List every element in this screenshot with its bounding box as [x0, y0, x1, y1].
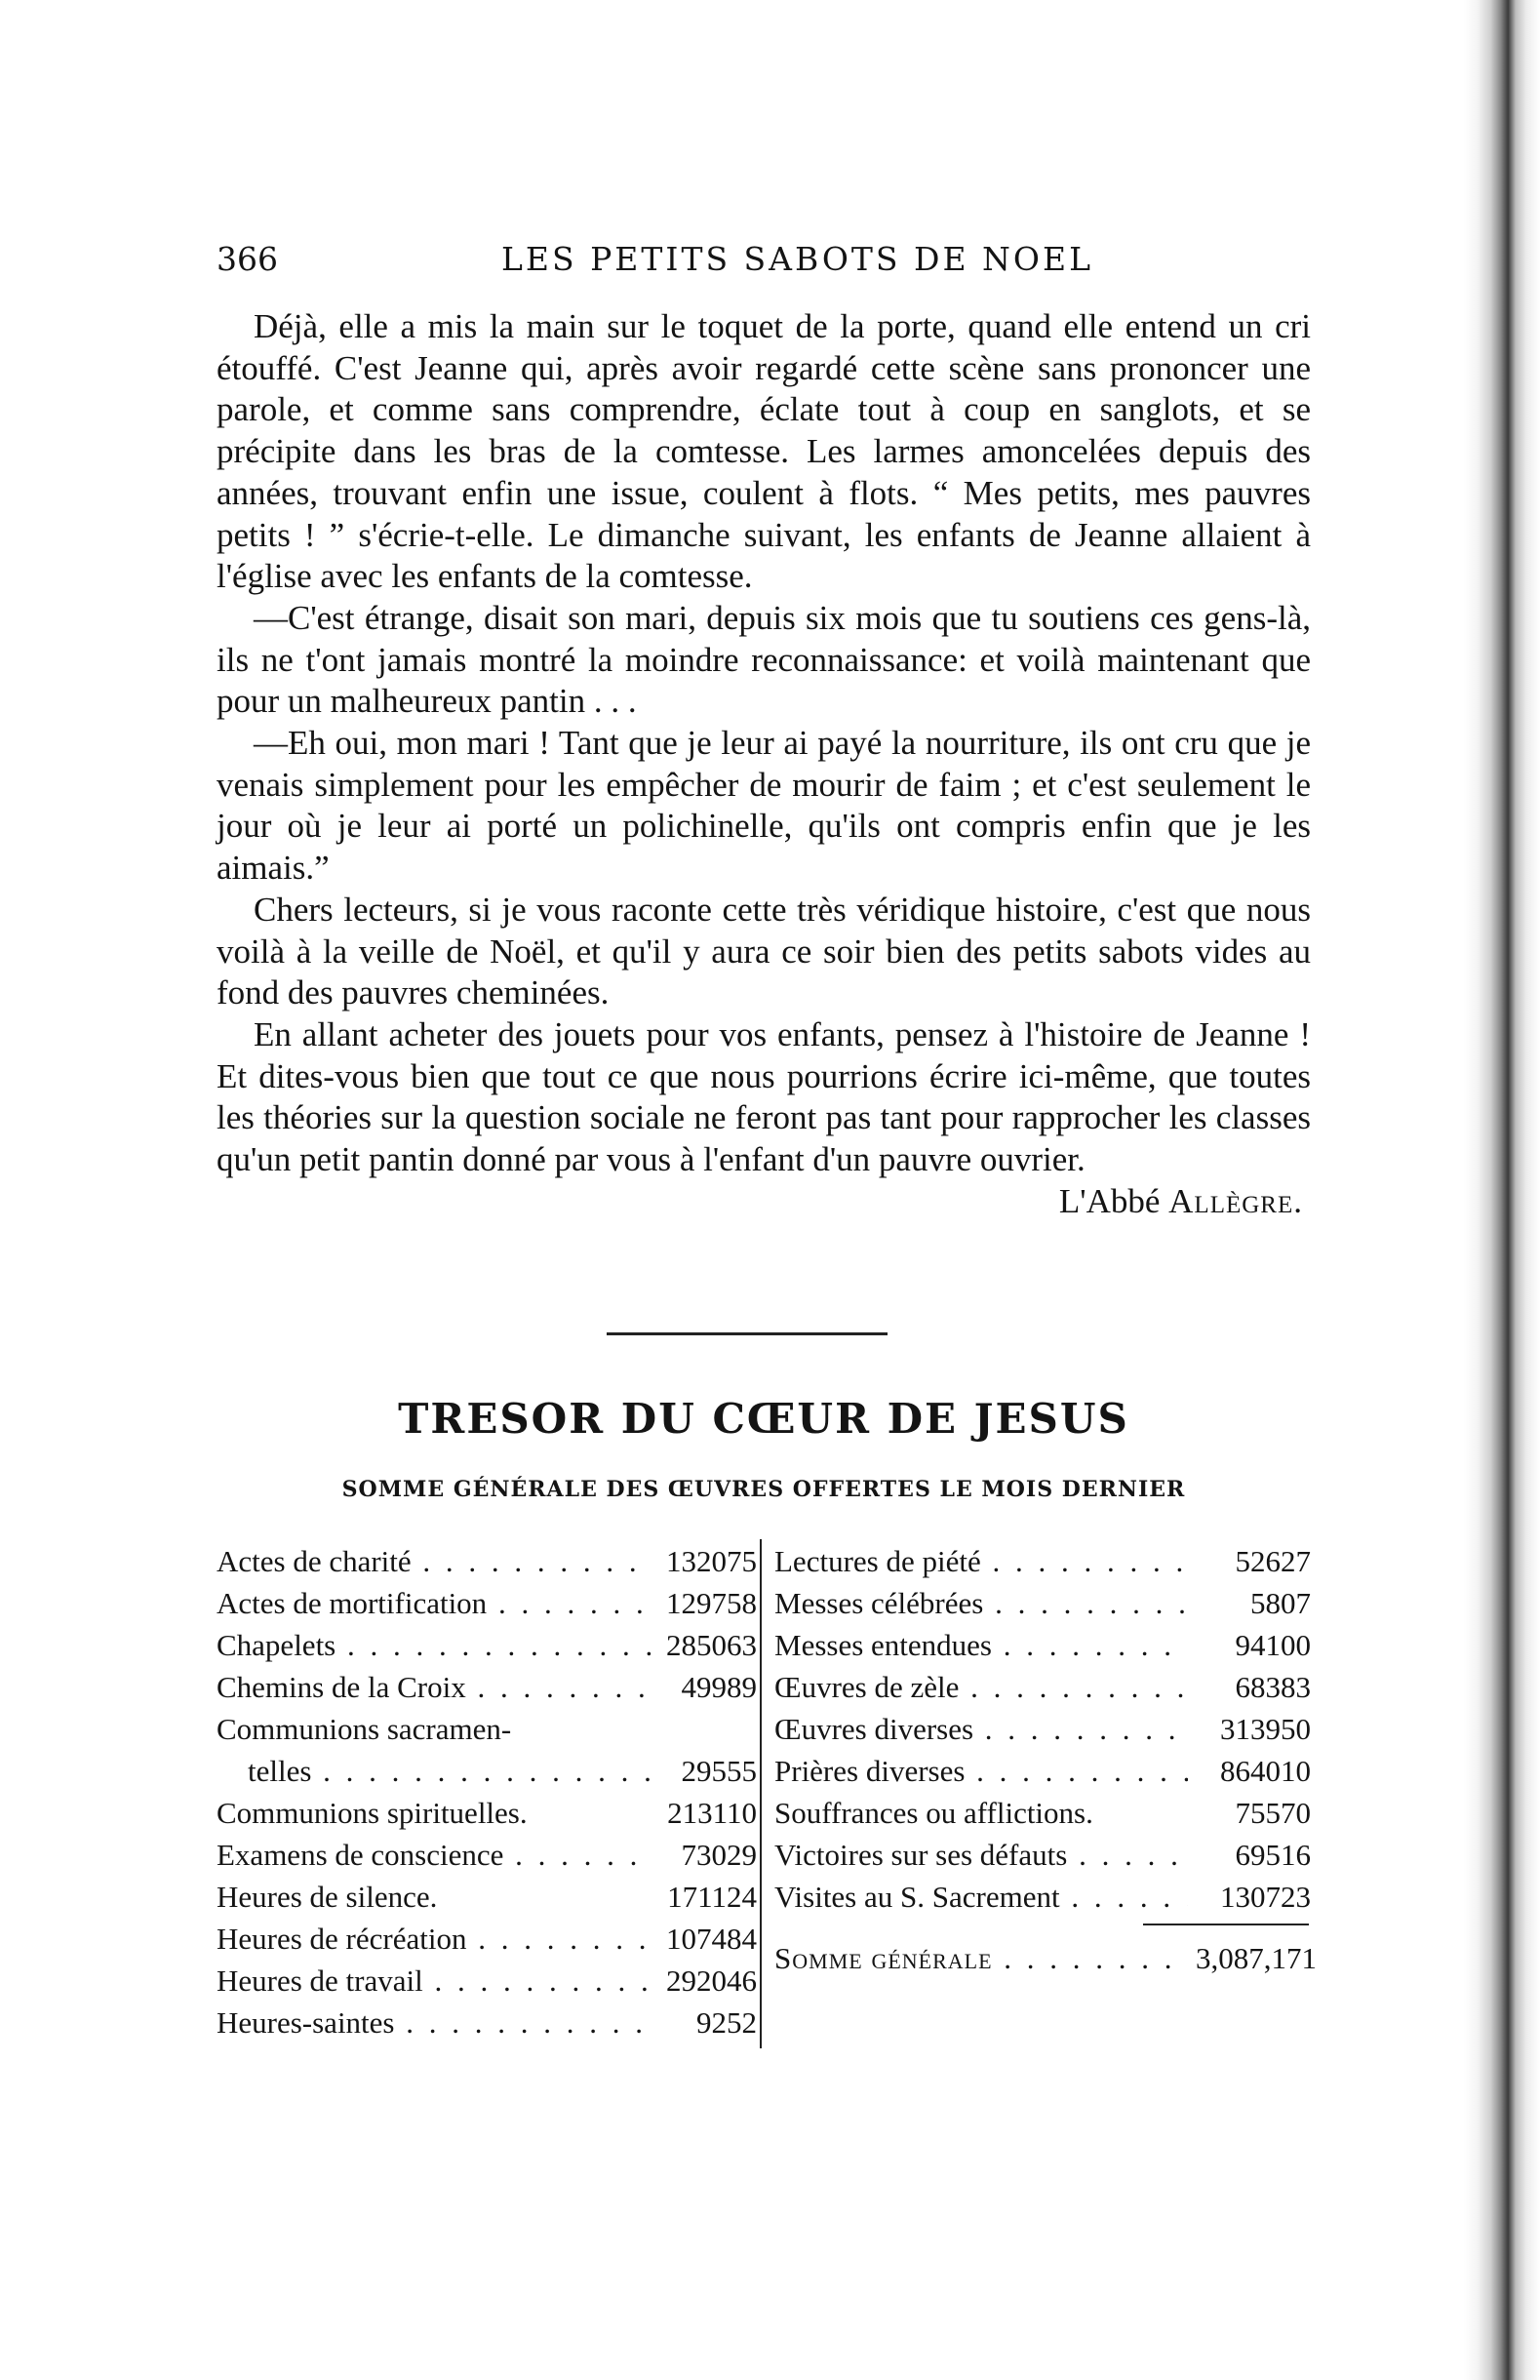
row-label: Heures de silence. [217, 1880, 438, 1914]
total-rule [774, 1918, 1311, 1931]
table-row [217, 2002, 757, 2043]
paragraph: Chers lecteurs, si je vous raconte cette très véridique histoire, c'est que nous voilà à la veille de Noël, et qu'il y aura ce soir bien des petits sabots vides au fond des pauvres cheminées. [217, 890, 1311, 1012]
table-row [217, 1960, 757, 2002]
table-row [774, 1834, 1311, 1876]
section-divider [607, 1332, 888, 1335]
page-edge-scan-shadow [1464, 0, 1540, 2380]
table-row [217, 1918, 757, 1960]
paragraph: —C'est étrange, disait son mari, depuis six mois que tu soutiens ces gens-là, ils ne t'ont jamais montré la moindre reconnaissance: et voilà maintenant que pour un malheureux pantin . . . [217, 598, 1311, 721]
row-label: Prières diverses . . . [774, 1750, 1188, 1792]
row-label: Lectures de piété . . . [774, 1540, 1188, 1582]
table-row [217, 1624, 757, 1666]
table-row [774, 1624, 1311, 1666]
table-row [217, 1750, 757, 1792]
row-value: 29555 [681, 1754, 757, 1788]
paragraph: Déjà, elle a mis la main sur le toquet de la porte, quand elle entend un cri étouffé. C'est Jeanne qui, après avoir regardé cette scène sans prononcer une parole, et comme sans comprendre, éclate tout à coup en sanglots, et se précipite dans les bras de la comtesse. Les larmes amoncelées depuis des années, trouvant enfin une issue, coulent à flots. “ Mes petits, mes pauvres petits ! ” s'écrie-t-elle. Le dimanche suivant, les enfants de Jeanne allaient à l'église avec les enfants de la comtesse. [217, 307, 1311, 596]
table-row [217, 1876, 757, 1918]
table-row [217, 1540, 757, 1582]
row-label: telles . . . [217, 1750, 652, 1792]
row-value: 49989 [681, 1670, 757, 1704]
signature-prefix: L'Abbé [1058, 1181, 1161, 1220]
row-value: 130723 [1220, 1880, 1311, 1914]
row-label: Œuvres diverses . . . [774, 1708, 1188, 1750]
paragraph: —Eh oui, mon mari ! Tant que je leur ai payé la nourriture, ils ont cru que je venais simplement pour les empêcher de mourir de faim ; et c'est seulement le jour où je leur ai porté un polichinelle, qu'ils ont compris enfin que je les aimais.” [217, 724, 1311, 888]
total-row [774, 1931, 1317, 1986]
row-label: Victoires sur ses défauts . . . [774, 1834, 1188, 1876]
section-title: TRESOR DU CŒUR DE JESUS [398, 1395, 1129, 1443]
row-label: Messes célébrées . . . [774, 1582, 1188, 1624]
row-label: Chemins de la Croix . . . [217, 1666, 652, 1708]
row-label: Visites au S. Sacrement . . . [774, 1876, 1188, 1918]
page-number: 366 [217, 240, 278, 278]
row-value: 107484 [666, 1922, 757, 1956]
page-header [217, 237, 1309, 282]
table-row [774, 1708, 1311, 1750]
total-label: Somme générale . . . [774, 1931, 1188, 1986]
signature-name: Allègre. [1168, 1181, 1303, 1220]
row-value: 285063 [666, 1628, 757, 1662]
row-label: Actes de mortification . . . [217, 1582, 652, 1624]
table-row [774, 1540, 1311, 1582]
row-label: Heures de récréation . . . [217, 1918, 652, 1960]
row-value: 292046 [666, 1964, 757, 1998]
row-value: 213110 [667, 1796, 757, 1830]
article-body [217, 306, 1311, 1222]
table-row [217, 1834, 757, 1876]
table-row [217, 1708, 757, 1750]
total-value: 3,087,171 [1196, 1941, 1317, 1975]
table-row [217, 1792, 757, 1834]
closing-paragraph-text: En allant acheter des jouets pour vos enfants, pensez à l'histoire de Jeanne ! Et dites-vous bien que tout ce que nous pourrions écrire ici-même, que toutes les théories sur la question sociale ne feront pas tant pour rapprocher les classes qu'un petit pantin donné par vous à l'enfant d'un pauvre ouvrier. [217, 1014, 1311, 1179]
signature [1022, 1181, 1303, 1223]
row-label: Heures de travail . . . [217, 1960, 652, 2002]
row-label: Œuvres de zèle . . . [774, 1666, 1188, 1708]
row-label: Heures-saintes . . . [217, 2002, 652, 2043]
row-value: 68383 [1235, 1670, 1311, 1704]
row-value: 9252 [696, 2005, 757, 2040]
row-value: 313950 [1220, 1712, 1311, 1746]
table-row [774, 1666, 1311, 1708]
row-label: Communions sacramen- [217, 1712, 512, 1746]
section-subtitle: SOMME GÉNÉRALE DES ŒUVRES OFFERTES LE MOIS DERNIER [341, 1477, 1186, 1502]
row-label: Communions spirituelles. [217, 1796, 528, 1830]
row-value: 5807 [1250, 1586, 1311, 1620]
row-label: Examens de conscience . . . [217, 1834, 652, 1876]
total-rule-line [1143, 1924, 1309, 1925]
works-table-right [774, 1540, 1317, 1986]
closing-paragraph [217, 1014, 1311, 1220]
row-label: Actes de charité . . . [217, 1540, 652, 1582]
row-value: 52627 [1235, 1544, 1311, 1578]
running-title: LES PETITS SABOTS DE NOEL [501, 240, 1093, 278]
row-value: 94100 [1235, 1628, 1311, 1662]
row-label: Souffrances ou afflictions. [774, 1796, 1093, 1830]
row-value: 73029 [681, 1838, 757, 1872]
table-row [774, 1792, 1311, 1834]
row-label: Messes entendues . . . [774, 1624, 1188, 1666]
row-value: 75570 [1235, 1796, 1311, 1830]
row-value: 129758 [666, 1586, 757, 1620]
row-value: 132075 [666, 1544, 757, 1578]
table-row [217, 1666, 757, 1708]
works-table-left [217, 1540, 757, 2043]
table-row [774, 1582, 1311, 1624]
table-row [774, 1876, 1311, 1918]
row-value: 171124 [667, 1880, 757, 1914]
row-value: 69516 [1235, 1838, 1311, 1872]
table-row [774, 1750, 1311, 1792]
row-label: Chapelets . . . [217, 1624, 652, 1666]
column-separator [760, 1539, 762, 2048]
table-row [217, 1582, 757, 1624]
row-value: 864010 [1220, 1754, 1311, 1788]
